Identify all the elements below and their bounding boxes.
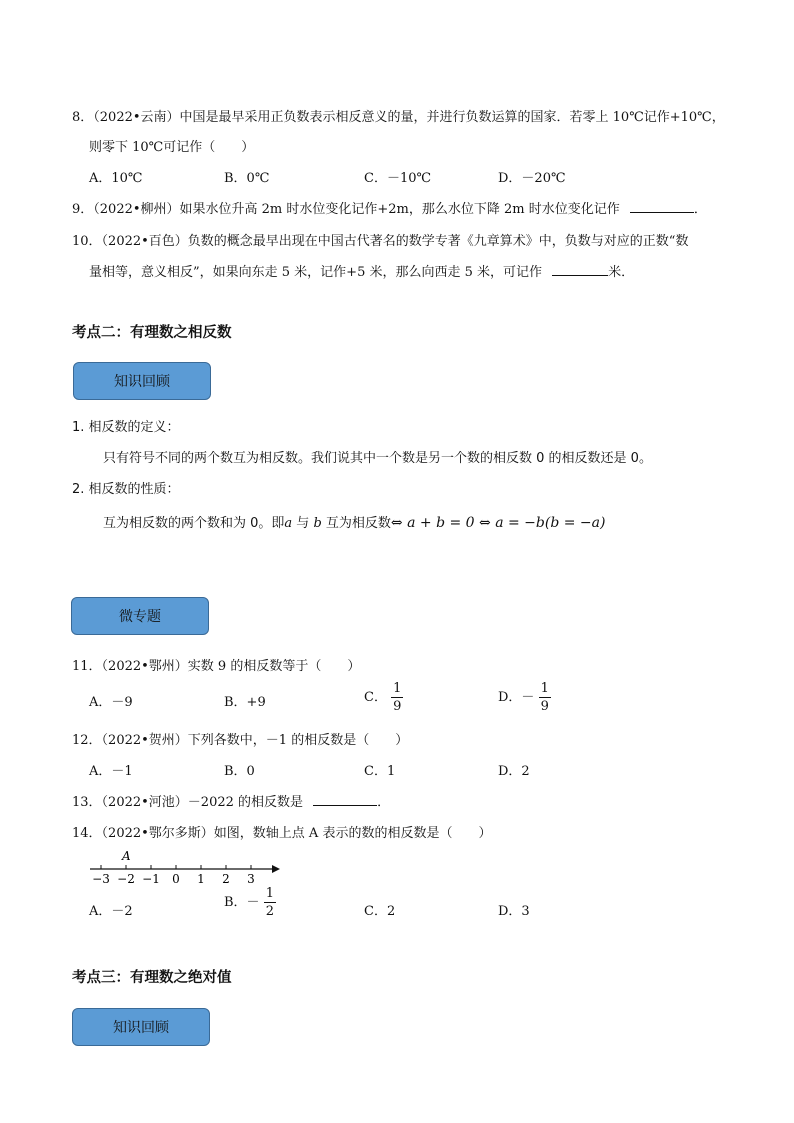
q11-option-d-fraction bbox=[539, 682, 551, 713]
knowledge-review-button[interactable]: 知识回顾 bbox=[73, 362, 211, 400]
q14-option-b-fraction bbox=[264, 887, 276, 918]
fraction-denominator: 9 bbox=[393, 699, 402, 714]
q8-option-a: A．10℃ bbox=[89, 171, 143, 186]
q11-option-d bbox=[498, 682, 551, 713]
q13-text: 13．（2022•河池）－2022 的相反数是 bbox=[72, 795, 304, 810]
q12-option-b: B．0 bbox=[224, 764, 255, 779]
q11-option-d-label: D．－ bbox=[498, 690, 535, 705]
micro-topic-button[interactable]: 微专题 bbox=[71, 597, 209, 635]
q13-answer-blank[interactable] bbox=[313, 793, 377, 806]
q9-line1 bbox=[72, 198, 707, 217]
q10-line2 bbox=[89, 261, 634, 280]
point-a-label: A bbox=[122, 849, 131, 863]
section2-title: 考点二：有理数之相反数 bbox=[72, 325, 232, 341]
number-line-tick-label: −2 bbox=[117, 872, 135, 886]
q14-option-b bbox=[224, 887, 276, 918]
q12-option-c: C．1 bbox=[364, 764, 396, 779]
knowledge-review-button-2[interactable]: 知识回顾 bbox=[72, 1008, 210, 1046]
def2-var-b: b bbox=[313, 516, 322, 531]
q9-answer-blank[interactable] bbox=[630, 200, 694, 213]
fraction-numerator: 1 bbox=[540, 681, 549, 696]
q14-option-a: A．－2 bbox=[89, 904, 133, 919]
arrow-right-icon bbox=[272, 865, 280, 873]
number-line-tick-label: 1 bbox=[197, 872, 205, 886]
q8-line2: 则零下 10℃可记作（ ） bbox=[89, 140, 255, 155]
def2-with: 与 bbox=[292, 516, 314, 531]
number-line-tick-label: −3 bbox=[92, 872, 110, 886]
def1-title: 1. 相反数的定义： bbox=[72, 420, 180, 435]
q10-text: 量相等，意义相反”，如果向东走 5 米，记作+5 米，那么向西走 5 米，可记作 bbox=[89, 265, 543, 280]
q12-line1: 12．（2022•贺州）下列各数中，－1 的相反数是（ ） bbox=[72, 733, 409, 748]
q11-line1: 11．（2022•鄂州）实数 9 的相反数等于（ ） bbox=[72, 659, 361, 674]
q11-option-b: B．+9 bbox=[224, 695, 266, 710]
q14-option-c: C．2 bbox=[364, 904, 396, 919]
q11-option-c-label: C． bbox=[364, 690, 387, 705]
def2-title: 2. 相反数的性质： bbox=[72, 482, 180, 497]
q10-line1: 10．（2022•百色）负数的概念最早出现在中国古代著名的数学专著《九章算术》中，负数与对应的正数“数 bbox=[72, 234, 689, 249]
q8-option-d: D．－20℃ bbox=[498, 171, 566, 186]
q14-option-d: D．3 bbox=[498, 904, 530, 919]
number-line-tick-label: −1 bbox=[142, 872, 160, 886]
q14-line1: 14．（2022•鄂尔多斯）如图，数轴上点 A 表示的数的相反数是（ ） bbox=[72, 826, 492, 841]
q11-option-a: A．－9 bbox=[89, 695, 133, 710]
q11-option-c bbox=[364, 682, 403, 713]
def2-formula: ⇔ a + b = 0 ⇔ a = −b(b = −a) bbox=[390, 515, 606, 531]
q10-tail: 米． bbox=[608, 265, 635, 280]
number-line-tick-label: 2 bbox=[222, 872, 230, 886]
q9-tail: ． bbox=[693, 202, 707, 217]
q11-option-c-fraction bbox=[391, 682, 403, 713]
number-line-figure bbox=[86, 846, 286, 886]
q8-option-b: B．0℃ bbox=[224, 171, 270, 186]
fraction-denominator: 2 bbox=[265, 904, 274, 919]
q13-line1 bbox=[72, 791, 390, 810]
fraction-numerator: 1 bbox=[265, 886, 274, 901]
def2-var-a: a bbox=[284, 516, 293, 531]
q12-option-a: A．－1 bbox=[89, 764, 133, 779]
fraction-denominator: 9 bbox=[540, 699, 549, 714]
q10-answer-blank[interactable] bbox=[552, 263, 608, 276]
fraction-numerator: 1 bbox=[393, 681, 402, 696]
q8-line1: 8．（2022•云南）中国是最早采用正负数表示相反意义的量，并进行负数运算的国家．若零上 10℃记作+10℃， bbox=[72, 110, 725, 125]
number-line-tick-label: 3 bbox=[247, 872, 255, 886]
def1-body: 只有符号不同的两个数互为相反数。我们说其中一个数是另一个数的相反数 0 的相反数还是 0。 bbox=[103, 451, 652, 466]
section3-title: 考点三：有理数之绝对值 bbox=[72, 970, 232, 986]
q13-tail: ． bbox=[377, 795, 391, 810]
number-line-tick-label: 0 bbox=[172, 872, 180, 886]
q14-option-b-label: B．－ bbox=[224, 895, 260, 910]
def2-prefix: 互为相反数的两个数和为 0。即 bbox=[103, 516, 285, 531]
def2-mid: 互为相反数 bbox=[321, 516, 391, 531]
def2-body bbox=[103, 512, 605, 531]
q12-option-d: D．2 bbox=[498, 764, 530, 779]
q9-text: 9．（2022•柳州）如果水位升高 2m 时水位变化记作+2m，那么水位下降 2m 时水位变化记作 bbox=[72, 202, 620, 217]
q8-option-c: C．－10℃ bbox=[364, 171, 432, 186]
